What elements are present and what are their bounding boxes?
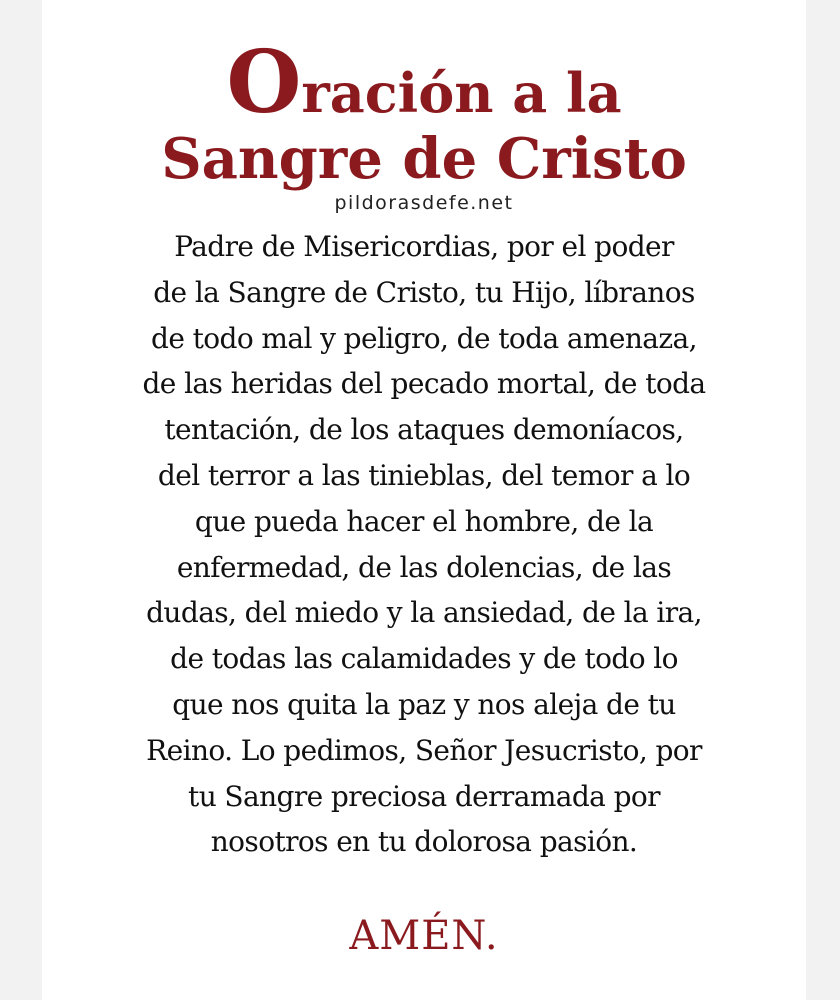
prayer-line: enfermedad, de las dolencias, de las [176, 550, 672, 584]
prayer-line: tentación, de los ataques demoníacos, [164, 413, 684, 447]
prayer-line: que pueda hacer el hombre, de la [194, 504, 654, 538]
prayer-line: Padre de Misericordias, por el poder [174, 230, 674, 263]
title-line-1-rest: ración a la [301, 61, 622, 125]
prayer-line: de todo mal y peligro, de toda amenaza, [151, 321, 697, 355]
prayer-line: de todas las calamidades y de todo lo [170, 642, 678, 676]
prayer-line: del terror a las tinieblas, del temor a lo [157, 458, 691, 492]
title-line-2: Sangre de Cristo [161, 126, 687, 192]
prayer-line: dudas, del miedo y la ansiedad, de la ira, [146, 596, 702, 630]
title-line-1 [42, 32, 806, 136]
prayer-line: de las heridas del pecado mortal, de toda [142, 367, 706, 401]
prayer-line: tu Sangre preciosa derramada por [188, 779, 660, 813]
website-label: pildorasdefe.net [334, 192, 514, 214]
title-initial-letter: O [226, 32, 302, 133]
prayer-line: que nos quita la paz y nos aleja de tu [172, 687, 676, 721]
closing-amen: AMÉN. [349, 913, 499, 959]
prayer-text [42, 224, 806, 865]
prayer-line: de la Sangre de Cristo, tu Hijo, líbranos [153, 275, 695, 309]
prayer-line: nosotros en tu dolorosa pasión. [210, 825, 638, 859]
prayer-card [42, 0, 806, 1000]
prayer-line: Reino. Lo pedimos, Señor Jesucristo, por [146, 733, 702, 767]
